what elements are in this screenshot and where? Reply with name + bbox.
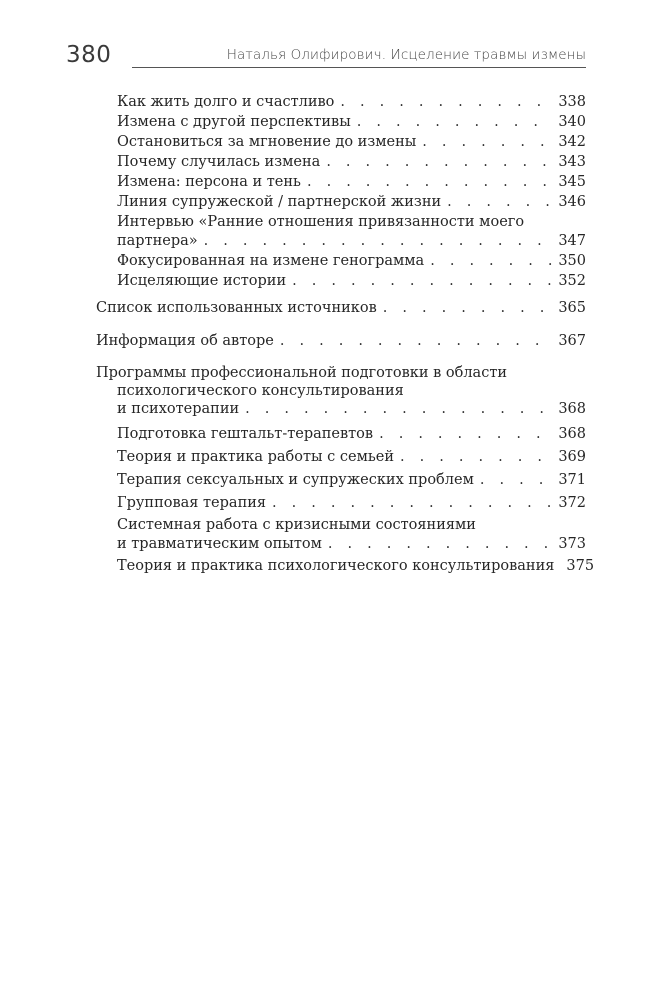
toc-entry-title: Системная работа с кризисными состояниями [117,517,476,533]
toc-entry-page: 346 [558,194,586,210]
toc-leader [292,272,552,291]
toc-entry-title: Информация об авторе [96,333,274,349]
toc-entry [117,232,586,251]
toc-entry-first-line [96,364,586,383]
toc-entry [117,535,586,554]
toc-entry-page: 368 [558,401,586,417]
toc-entry-page: 347 [558,233,586,249]
toc-leader [357,113,553,132]
page-header [66,42,586,72]
toc-entry [96,332,586,351]
toc-entry-title: Измена: персона и тень [117,174,301,190]
toc-entry [117,471,586,490]
toc-leader [245,400,552,419]
toc-entry-title: Подготовка гештальт-терапевтов [117,426,374,442]
toc-entry [117,113,586,132]
toc-leader [379,425,552,444]
toc-entry [117,272,586,291]
toc-entry [117,494,586,513]
toc-leader [326,153,552,172]
toc-entry-title: Терапия сексуальных и супружеских проблем [117,472,474,488]
toc-entry-title: и психотерапии [117,401,240,417]
toc-entry [117,448,586,467]
toc-entry-title: и травматическим опытом [117,536,322,552]
toc-leader [307,173,552,192]
toc-entry [117,133,586,152]
header-rule [132,67,586,68]
running-title: Наталья Олифирович. Исцеление травмы измены [221,47,586,63]
toc-leader [340,93,552,112]
toc-entry-page: 345 [558,174,586,190]
page-number: 380 [66,42,112,68]
toc-entry-title: Измена с другой перспективы [117,114,351,130]
toc-entry-page: 343 [558,154,586,170]
toc-entry-title: партнера» [117,233,198,249]
toc-entry [117,193,586,212]
toc-entry-page: 375 [566,558,595,574]
toc-entry-page: 368 [558,426,586,442]
toc-entry-title: Программы профессиональной подготовки в области [96,365,508,381]
toc-entry [117,425,586,444]
toc-entry-page: 350 [558,253,586,269]
toc-leader [430,252,552,271]
toc-leader [422,133,552,152]
toc-entry [117,400,586,419]
toc-entry-title: Как жить долго и счастливо [117,94,335,110]
toc-entry-title: Почему случилась измена [117,154,321,170]
toc-entry-title: Теория и практика работы с семьей [117,449,395,465]
toc-entry-page: 369 [558,449,586,465]
toc-entry [117,252,586,271]
toc-entry-page: 365 [558,300,586,316]
toc-entry [96,299,586,318]
toc-entry-first-line [117,213,586,232]
toc-entry-page: 372 [558,495,586,511]
toc-entry [117,557,595,576]
toc-entry-page: 371 [558,472,586,488]
toc-leader [280,332,552,351]
toc-entry [117,93,586,112]
toc-entry-title: Список использованных источников [96,300,377,316]
toc-entry-first-line [117,516,586,535]
toc-entry-page: 373 [558,536,586,552]
toc-entry-page: 352 [558,273,586,289]
toc-entry-title: Интервью «Ранние отношения привязанности моего [117,214,525,230]
toc-entry [117,153,586,172]
toc-entry-page: 342 [558,134,586,150]
toc-leader [447,193,552,212]
toc-entry-title: Фокусированная на измене генограмма [117,253,425,269]
toc-entry-page: 338 [558,94,586,110]
toc-entry-title: Групповая терапия [117,495,267,511]
toc-entry-title: Линия супружеской / партнерской жизни [117,194,442,210]
toc-entry-title: Теория и практика психологического консультирования [117,558,555,574]
toc-leader [400,448,552,467]
toc-leader [272,494,552,513]
toc-entry-title: Остановиться за мгновение до измены [117,134,417,150]
toc-entry-second-line [117,382,586,401]
toc-entry-title: Исцеляющие истории [117,273,287,289]
toc-entry-page: 340 [558,114,586,130]
toc-entry-page: 367 [558,333,586,349]
toc-leader [480,471,552,490]
toc-leader [328,535,552,554]
toc-leader [383,299,553,318]
toc-leader [204,232,553,251]
toc-entry-title: психологического консультирования [117,383,404,399]
toc-entry [117,173,586,192]
